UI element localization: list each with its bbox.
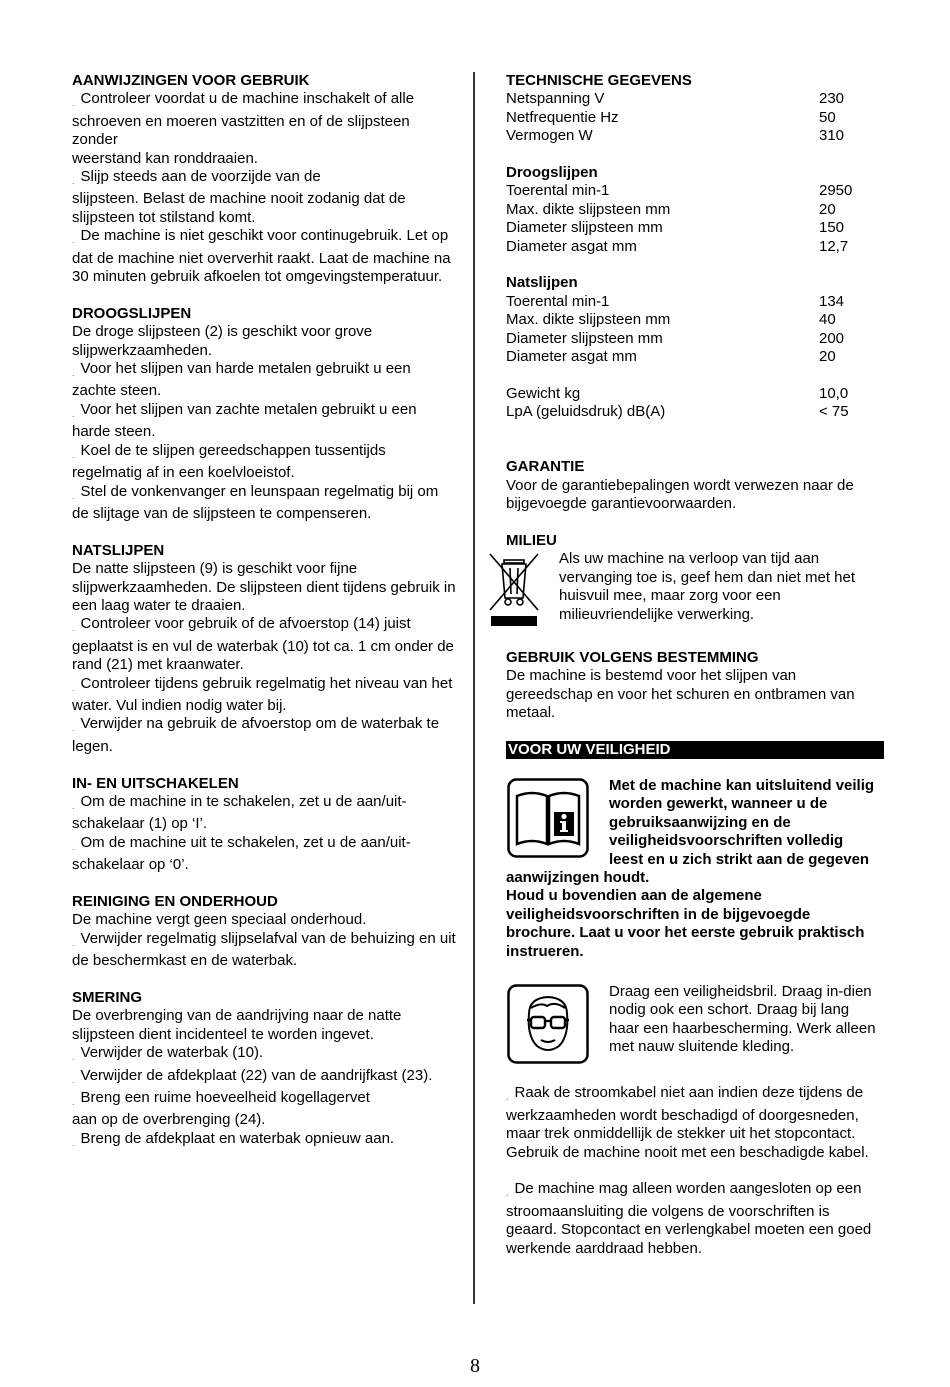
spec-key: Diameter asgat mm [506,348,637,366]
spec-row [506,330,880,348]
right-column [506,72,880,1258]
spec-row [506,348,880,366]
spec-row [506,293,880,311]
section-title-natslijpen: NATSLIJPEN [72,541,165,559]
section-title-milieu: MILIEU [506,532,557,550]
paragraph: De machine is bestemd voor het slijpen van gereedschap en voor het schuren en ontbramen van metaal. [506,667,855,722]
paragraph: Voor de garantiebepalingen wordt verwezen naar de bijgevoegde garantievoorwaarden. [506,476,854,513]
spec-value: 40 [819,311,836,329]
spec-row [506,182,880,200]
bullet-item: . Om de machine uit te schakelen, zet u de aan/uit-schakelaar op ‘0’. [72,834,457,875]
section-title-garantie: GARANTIE [506,458,585,476]
bullet-item: . Verwijder de afdekplaat (22) van de aandrijfkast (23). [72,1067,457,1089]
bullet-item: . Breng een ruime hoeveelheid kogellagervet [72,1089,457,1111]
spec-key: Netfrequentie Hz [506,108,619,126]
left-column [72,72,457,1152]
spec-row [506,127,880,145]
bullet-item: . Verwijder regelmatig slijpselafval van de behuizing en uit de beschermkast en de waterbak. [72,930,457,971]
spec-key: Vermogen W [506,127,593,145]
spec-value: 134 [819,292,845,310]
spec-row [506,219,880,237]
paragraph: weerstand kan ronddraaien. [72,149,258,167]
spec-key: Max. dikte slijpsteen mm [506,200,671,218]
bullet-item: . Slijp steeds aan de voorzijde van de [72,168,457,190]
page-number: 8 [470,1355,480,1377]
bullet-item: . Verwijder na gebruik de afvoerstop om de waterbak te legen. [72,715,457,756]
spec-value: < 75 [819,403,849,421]
paragraph: De overbrenging van de aandrijving naar de natte slijpsteen dient incidenteel te worden ingevet. [72,1007,402,1043]
spec-row [506,109,880,127]
manual-info-icon [507,778,589,858]
spec-key: Diameter asgat mm [506,237,637,255]
section-title-droogslijpen: DROOGSLIJPEN [72,304,192,322]
section-title-reiniging: REINIGING EN ONDERHOUD [72,893,278,910]
spec-table-general [506,90,880,145]
paragraph: slijpsteen. Belast de machine nooit zodanig dat de slijpsteen tot stilstand komt. [72,190,406,226]
paragraph: De droge slijpsteen (2) is geschikt voor grove slijpwerkzaamheden. [72,323,373,359]
spec-row [506,385,880,403]
spec-row [506,238,880,256]
bullet-item: . Voor het slijpen van harde metalen gebruikt u een zachte steen. [72,360,457,401]
spec-key: Diameter slijpsteen mm [506,329,663,347]
spec-table-dry [506,182,880,256]
spec-table-wet [506,293,880,367]
paragraph: Draag een veiligheidsbril. Draag in-dien nodig ook een schort. Draag bij lang haar een haarbescherming. Werk alleen met nauw sluitende kleding. [609,982,876,1056]
section-title-aanwijzingen: AANWIJZINGEN VOOR GEBRUIK [72,72,310,89]
bullet-item: . Controleer voordat u de machine inschakelt of alle schroeven en moeren vastzitten en of de slijpsteen zonder [72,90,457,149]
spec-row [506,403,880,421]
spec-value: 20 [819,348,836,366]
spec-row [506,311,880,329]
bullet-item: . Koel de te slijpen gereedschappen tussentijds regelmatig af in een koelvloeistof. [72,442,457,483]
section-title-technische-gegevens: TECHNISCHE GEGEVENS [506,72,692,89]
spec-row [506,201,880,219]
bullet-item: . Verwijder de waterbak (10). [72,1044,457,1066]
section-title-smering: SMERING [72,989,143,1007]
spec-value: 200 [819,329,845,347]
spec-key: Max. dikte slijpsteen mm [506,311,671,329]
spec-value: 150 [819,219,845,237]
spec-value: 310 [819,127,845,145]
bullet-item: . Breng de afdekplaat en waterbak opnieuw aan. [72,1130,457,1152]
safety-block [506,777,880,961]
spec-value: 50 [819,108,836,126]
bullet-item: . Om de machine in te schakelen, zet u de aan/uit-schakelaar (1) op ‘I’. [72,793,457,834]
spec-row [506,90,880,108]
bullet-item: . De machine mag alleen worden aangesloten op een stroomaansluiting die volgens de voorschriften is geaard. Stopcontact en verlengkabel moeten een goed werkende aarddraad hebben. [506,1180,880,1258]
spec-key: Netspanning V [506,90,605,108]
safety-instruction: Met de machine kan uitsluitend veilig worden gewerkt, wanneer u de gebruiksaanwijzing en de veiligheidsvoorschriften volledig leest en u zich strikt aan de gegeven aanwijzingen houdt. [506,776,875,886]
bullet-item: . De machine is niet geschikt voor continugebruik. Let op dat de machine niet oververhit raakt. Laat de machine na 30 minuten gebruik afkoelen tot omgevingstemperatuur. [72,227,457,286]
safety-instruction: Houd u bovendien aan de algemene veiligheidsvoorschriften in de bijgevoegde brochure. Laat u voor het eerste gebruik praktisch instrueren. [506,887,865,960]
bullet-item: . Raak de stroomkabel niet aan indien deze tijdens de werkzaamheden wordt beschadigd of doorgesneden, maar trek onmiddellijk de stekker uit het stopcontact. Gebruik de machine nooit met een beschadigde kabel. [506,1084,880,1162]
spec-value: 10,0 [819,384,849,402]
safety-banner: VOOR UW VEILIGHEID [506,741,884,759]
bullet-item: . Voor het slijpen van zachte metalen gebruikt u een harde steen. [72,401,457,442]
spec-key: Diameter slijpsteen mm [506,219,663,237]
safety-glasses-icon [507,984,589,1064]
spec-table-extra [506,385,880,422]
spec-value: 12,7 [819,237,849,255]
subsection-title-droogslijpen: Droogslijpen [506,164,598,182]
spec-value: 230 [819,90,845,108]
milieu-block [506,550,880,630]
spec-key: Gewicht kg [506,384,581,402]
section-title-in-uitschakelen: IN- EN UITSCHAKELEN [72,774,239,792]
section-title-bestemming: GEBRUIK VOLGENS BESTEMMING [506,648,759,666]
spec-key: Toerental min-1 [506,292,610,310]
paragraph: aan op de overbrenging (24). [72,1111,266,1129]
column-divider [473,72,475,1304]
crossed-bin-icon [488,552,538,626]
spec-key: Toerental min-1 [506,182,610,200]
bullet-item: . Controleer voor gebruik of de afvoerstop (14) juist geplaatst is en vul de waterbak (10) tot ca. 1 cm onder de rand (21) met kraanwater. [72,615,457,674]
glasses-block [506,983,880,1066]
bullet-item: . Stel de vonkenvanger en leunspaan regelmatig bij om de slijtage van de slijpsteen te compenseren. [72,483,457,524]
paragraph: De machine vergt geen speciaal onderhoud. [72,911,367,929]
paragraph: De natte slijpsteen (9) is geschikt voor fijne slijpwerkzaamheden. De slijpsteen dient tijdens gebruik in een laag water te draaien. [72,560,456,614]
subsection-title-natslijpen: Natslijpen [506,274,578,292]
paragraph: Als uw machine na verloop van tijd aan vervanging toe is, geef hem dan niet met het huisvuil mee, maar zorg voor een milieuvriendelijke verwerking. [559,550,856,623]
spec-value: 20 [819,200,836,218]
bullet-item: . Controleer tijdens gebruik regelmatig het niveau van het water. Vul indien nodig water bij. [72,675,457,716]
spec-value: 2950 [819,182,853,200]
spec-key: LpA (geluidsdruk) dB(A) [506,403,666,421]
